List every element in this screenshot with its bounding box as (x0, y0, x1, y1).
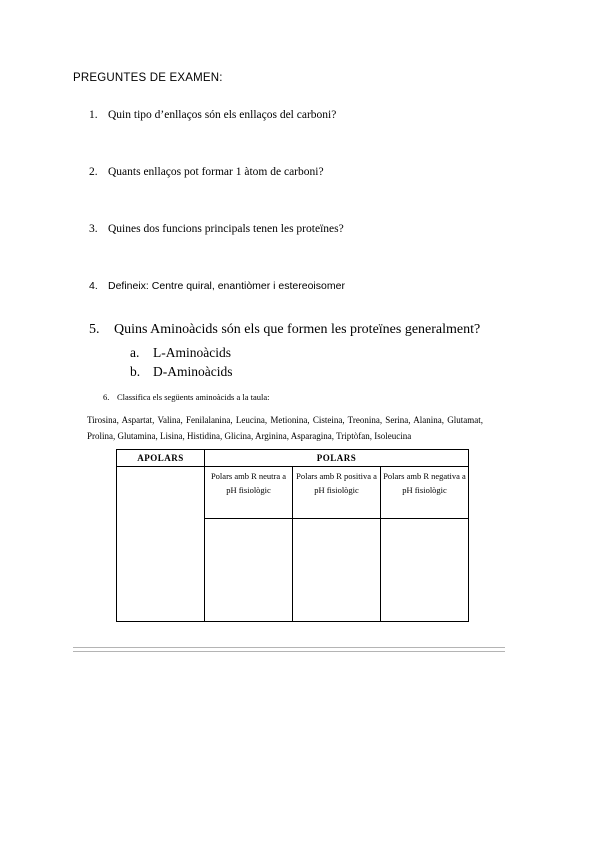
option-a (130, 345, 231, 361)
question-text: Quin tipo d’enllaços són els enllaços del carboni? (108, 109, 337, 121)
question-3 (89, 223, 344, 235)
option-b (130, 364, 232, 380)
question-number: 1. (89, 109, 98, 121)
question-text: Classifica els següents aminoàcids a la taula: (117, 392, 270, 402)
option-letter: a. (130, 345, 140, 360)
negative-answer-cell[interactable] (381, 519, 469, 622)
question-text: Defineix: Centre quiral, enantiòmer i estereoisomer (108, 280, 345, 292)
positive-answer-cell[interactable] (293, 519, 381, 622)
table-header-row (117, 450, 469, 467)
table-subheader-row (117, 467, 469, 519)
option-letter: b. (130, 364, 141, 379)
page-heading: PREGUNTES DE EXAMEN: (73, 72, 223, 84)
question-number: 2. (89, 166, 98, 178)
option-text: D-Aminoàcids (153, 364, 233, 379)
question-number: 5. (89, 322, 100, 337)
footer-rule (73, 647, 505, 648)
question-text: Quines dos funcions principals tenen les proteïnes? (108, 223, 344, 235)
positive-header: Polars amb R positiva a pH fisiològic (293, 467, 381, 519)
question-number: 3. (89, 223, 98, 235)
neutral-answer-cell[interactable] (205, 519, 293, 622)
negative-header: Polars amb R negativa a pH fisiològic (381, 467, 469, 519)
question-5 (89, 322, 480, 338)
neutral-header: Polars amb R neutra a pH fisiològic (205, 467, 293, 519)
question-4 (89, 280, 345, 292)
question-text: Quants enllaços pot formar 1 àtom de carboni? (108, 166, 324, 178)
question-1 (89, 109, 336, 121)
question-2 (89, 166, 324, 178)
question-number: 4. (89, 280, 98, 292)
question-text: Quins Aminoàcids són els que formen les proteïnes generalment? (114, 322, 481, 337)
classification-table (116, 449, 469, 622)
question-number: 6. (103, 392, 110, 402)
option-text: L-Aminoàcids (153, 345, 231, 360)
amino-acid-list: Tirosina, Aspartat, Valina, Fenilalanina, Leucina, Metionina, Cisteina, Treonina, Serina, Alanina, Glutamat, Prolina, Glutamina, Lisina, Histidina, Glicina, Arginina, Asparagina, Triptòfan, Isoleucina (87, 415, 483, 441)
question-6 (103, 392, 269, 402)
apolars-header: APOLARS (117, 450, 205, 467)
footer-rule (73, 651, 505, 652)
polars-header: POLARS (205, 450, 469, 467)
apolars-cell[interactable] (117, 467, 205, 622)
